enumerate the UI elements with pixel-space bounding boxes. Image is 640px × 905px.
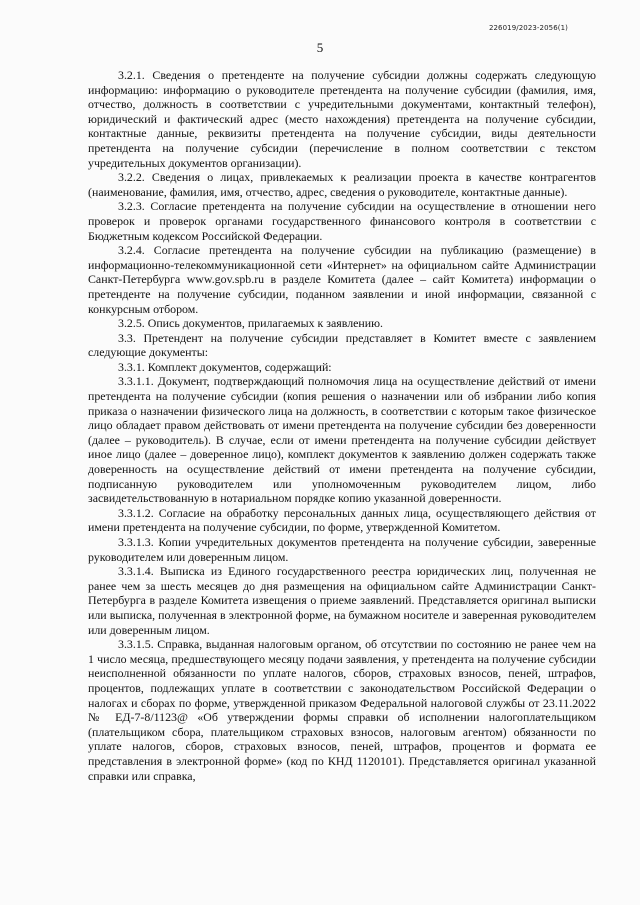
paragraph-3-3-1-3: 3.3.1.3. Копии учредительных документов претендента на получение субсидии, заверенные руководителем или доверенным лицом. — [88, 535, 596, 564]
paragraph-3-3-1-2: 3.3.1.2. Согласие на обработку персональных данных лица, осуществляющего действия от имени претендента на получение субсидии, по форме, утвержденной Комитетом. — [88, 505, 596, 535]
paragraph-3-3-1-4: 3.3.1.4. Выписка из Единого государственного реестра юридических лиц, полученная не ранее чем за шесть месяцев до дня размещения на официальном сайте Администрации Санкт-Петербурга в разделе Комитета извещения о приеме заявлений. Представляется оригинал выписки или выписка, полученная в электронной форме, на бумажном носителе и заверенная руководителем или доверенным лицом. — [88, 564, 596, 637]
page-number: 5 — [316, 40, 324, 55]
document-body — [88, 68, 596, 783]
paragraph-3-3-1-5: 3.3.1.5. Справка, выданная налоговым органом, об отсутствии по состоянию не ранее чем на 1 число месяца, предшествующего месяцу подачи заявления, у претендента на получение субсидии неисполненной обязанности по уплате налогов, сборов, страховых взносов, пеней, штрафов, процентов, подлежащих уплате в соответствии с законодательством Российской Федерации о налогах и сборах по форме, утвержденной приказом Федеральной налоговой службы от 23.11.2022 № ЕД-7-8/1123@ «Об утверждении формы справки об исполнении налогоплательщиком (плательщиком сбора, плательщиком страховых взносов, налоговым агентом) обязанности по уплате налогов, сборов, страховых взносов, пеней, штрафов, процентов и формата ее представления в электронной форме» (код по КНД 1120101). Представляется оригинал указанной справки или справка, — [88, 637, 596, 783]
paragraph-3-2-5: 3.2.5. Опись документов, прилагаемых к заявлению. — [118, 316, 384, 331]
paragraph-3-3: 3.3. Претендент на получение субсидии представляет в Комитет вместе с заявлением следующие документы: — [88, 330, 596, 360]
paragraph-3-2-1: 3.2.1. Сведения о претенденте на получение субсидии должны содержать следующую информацию: информацию о руководителе претендента на получение субсидии (фамилия, имя, отчество, должность в соответствии с учредительными документами, контактный телефон), юридический и фактический адрес (место нахождения) претендента на получение субсидии, контактные данные, реквизиты претендента на получение субсидии, виды деятельности претендента на получение субсидии (перечисление в полном соответствии с текстом учредительных документов организации). — [88, 68, 596, 170]
paragraph-3-2-3: 3.2.3. Согласие претендента на получение субсидии на осуществление в отношении него проверок и проверок органами государственного финансового контроля в соответствии с Бюджетным кодексом Российской Федерации. — [88, 199, 596, 243]
paragraph-3-2-4: 3.2.4. Согласие претендента на получение субсидии на публикацию (размещение) в информационно-телекоммуникационной сети «Интернет» на официальном сайте Администрации Санкт-Петербурга www.gov.spb.ru в разделе Комитета (далее – сайт Комитета) информации о претенденте на получение субсидии, поданном заявлении и иной информации, связанной с конкурсным отбором. — [88, 243, 596, 316]
document-number: 226019/2023-2056(1) — [488, 24, 568, 32]
paragraph-3-2-2: 3.2.2. Сведения о лицах, привлекаемых к реализации проекта в качестве контрагентов (наименование, фамилия, имя, отчество, адрес, сведения о руководителе, контактные данные). — [88, 170, 596, 199]
paragraph-3-3-1: 3.3.1. Комплект документов, содержащий: — [118, 359, 332, 374]
paragraph-3-3-1-1: 3.3.1.1. Документ, подтверждающий полномочия лица на осуществление действий от имени претендента на получение субсидии (копия решения о назначении или об избрании либо копия приказа о назначении физического лица на должность, в соответствии с которым такое физическое лицо обладает правом действовать от имени претендента на получение субсидии без доверенности (далее – руководитель). В случае, если от имени претендента на получение субсидии действует иное лицо (далее – доверенное лицо), комплект документов к заявлению должен содержать также доверенность на осуществление действий от имени претендента на получение субсидии, подписанную руководителем или уполномоченным руководителем лицом, либо засвидетельствованную в нотариальном порядке копию указанной доверенности. — [88, 374, 596, 506]
